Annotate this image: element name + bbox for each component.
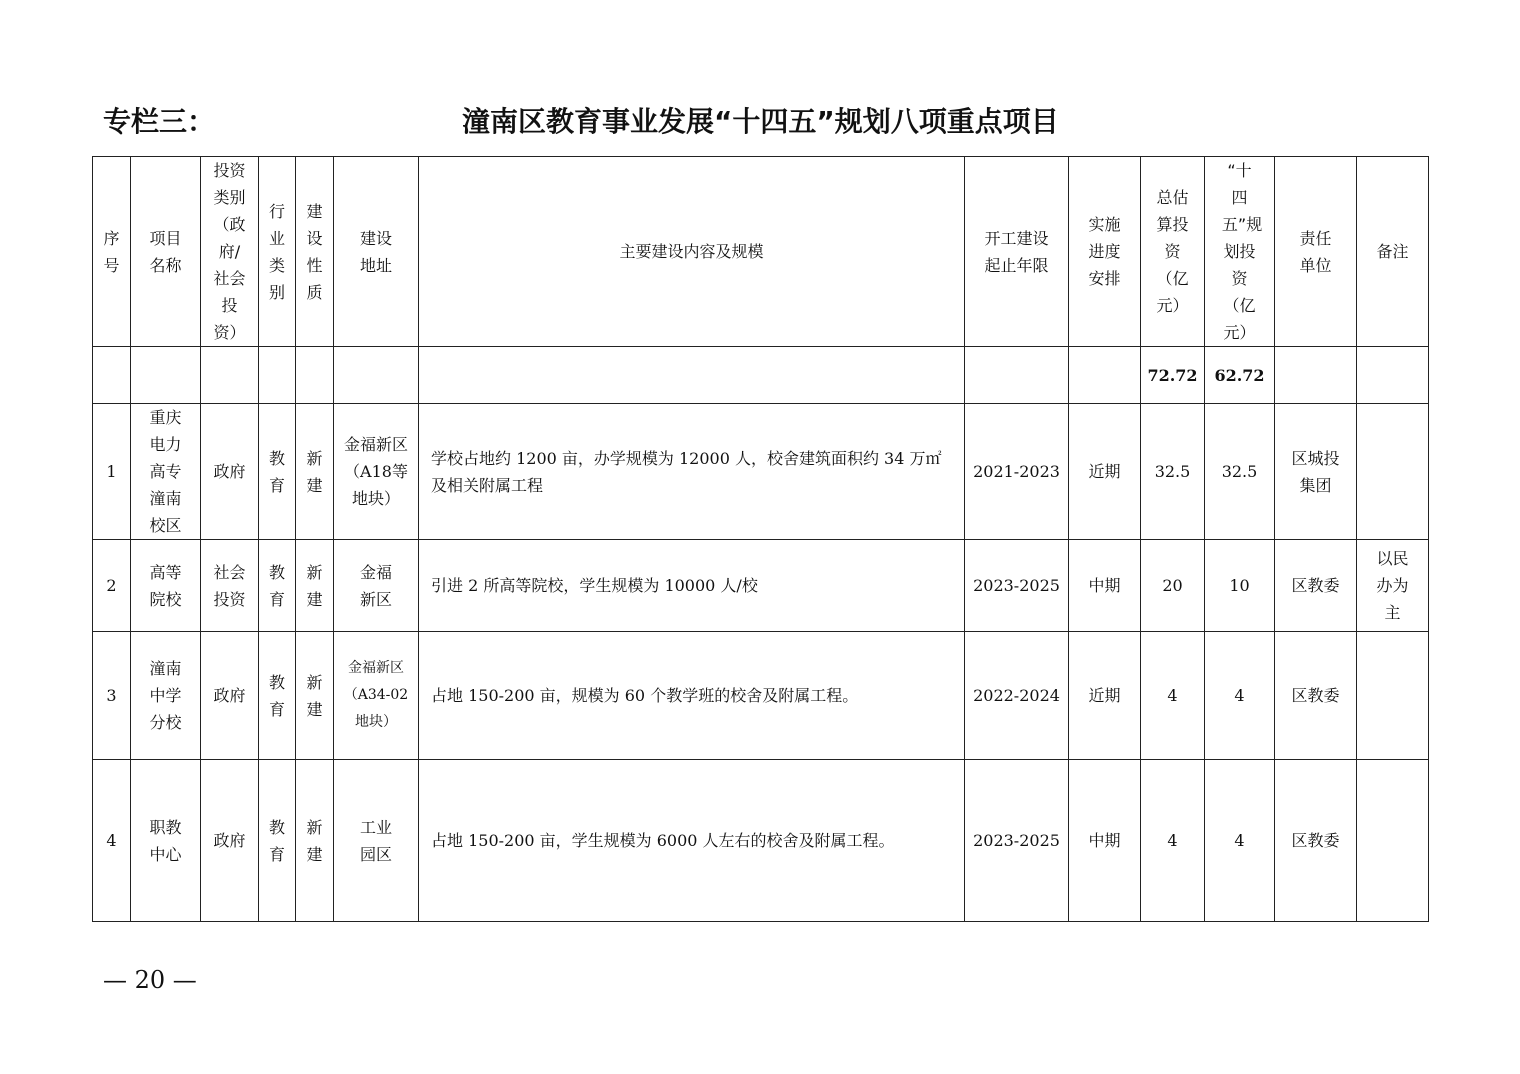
table-cell: 引进 2 所高等院校，学生规模为 10000 人/校 — [419, 540, 965, 632]
col-name — [131, 157, 201, 347]
table-cell: 金福新区（A18等地块） — [343, 435, 408, 508]
table-cell — [259, 347, 296, 404]
table-cell: 责任单位 — [1299, 228, 1332, 275]
table-cell: 32.5 — [1141, 404, 1205, 540]
table-cell: 重庆电力高专潼南校区 — [149, 408, 182, 535]
table-cell — [1357, 404, 1429, 540]
table-cell: 开工建设起止年限 — [984, 228, 1049, 275]
col-invest-type — [201, 157, 259, 347]
table-cell — [259, 540, 296, 632]
table-cell: 实施进度安排 — [1088, 215, 1121, 288]
table-cell: 总估算投资（亿元） — [1156, 188, 1189, 315]
table-cell: 新建 — [306, 448, 323, 495]
table-cell: 政府 — [213, 831, 246, 850]
table-cell — [1357, 347, 1429, 404]
table-cell: 近期 — [1069, 404, 1141, 540]
table-cell — [131, 347, 201, 404]
page-number: — 20 — — [103, 966, 197, 994]
table-cell: 2023-2025 — [965, 540, 1069, 632]
table-row — [93, 404, 1429, 540]
col-total — [1141, 157, 1205, 347]
table-cell — [201, 347, 259, 404]
table-cell — [965, 347, 1069, 404]
table-cell: 教育 — [268, 448, 285, 495]
table-cell — [296, 632, 334, 760]
col-content: 主要建设内容及规模 — [419, 157, 965, 347]
table-cell — [334, 540, 419, 632]
table-cell: 行业类别 — [268, 201, 285, 302]
header-row — [93, 157, 1429, 347]
table-cell: 2022-2024 — [965, 632, 1069, 760]
page-title: 潼南区教育事业发展“十四五”规划八项重点项目 — [462, 105, 1059, 138]
table-row — [93, 632, 1429, 760]
col-seq — [93, 157, 131, 347]
table-cell — [131, 760, 201, 922]
table-cell: 2 — [93, 540, 131, 632]
table-cell: 4 — [1205, 760, 1275, 922]
table-cell: 中期 — [1069, 760, 1141, 922]
table-cell — [259, 404, 296, 540]
table-cell: 投资类别（政府/社会投资） — [213, 161, 246, 342]
table-cell — [334, 404, 419, 540]
table-cell: 教育 — [268, 817, 285, 864]
table-cell — [1357, 760, 1429, 922]
table-cell: “十四五”规划投资（亿元） — [1221, 161, 1263, 342]
table-cell: 建设性质 — [306, 201, 323, 302]
table-cell — [1357, 540, 1429, 632]
total-row — [93, 347, 1429, 404]
table-cell: 4 — [1141, 632, 1205, 760]
table-cell: 新建 — [306, 672, 323, 719]
table-cell: 项目名称 — [149, 228, 182, 275]
table-cell: 金福新区 — [359, 562, 392, 609]
table-cell: 高等院校 — [149, 562, 182, 609]
col-industry — [259, 157, 296, 347]
table-cell: 潼南中学分校 — [149, 659, 182, 732]
table-cell: 20 — [1141, 540, 1205, 632]
col-unit — [1275, 157, 1357, 347]
table-cell — [296, 540, 334, 632]
table-cell: 3 — [93, 632, 131, 760]
table-cell — [93, 347, 131, 404]
table-cell — [131, 404, 201, 540]
table-cell: 金福新区（A34-02地块） — [343, 660, 409, 730]
col-schedule — [1069, 157, 1141, 347]
table-cell: 以民办为主 — [1376, 549, 1409, 622]
table-cell — [1275, 347, 1357, 404]
table-cell: 建设地址 — [359, 228, 392, 275]
table-row — [93, 540, 1429, 632]
table-cell: 区教委 — [1275, 760, 1357, 922]
total-investment: 72.72 — [1141, 347, 1205, 404]
table-cell: 教育 — [268, 672, 285, 719]
col-nature — [296, 157, 334, 347]
table-cell — [296, 347, 334, 404]
table-cell: 区城投集团 — [1291, 448, 1340, 495]
table-cell — [131, 632, 201, 760]
table-cell: 学校占地约 1200 亩，办学规模为 12000 人，校舍建筑面积约 34 万㎡及相关附属工程 — [419, 404, 965, 540]
table-cell: 32.5 — [1205, 404, 1275, 540]
table-cell — [131, 540, 201, 632]
table-cell — [419, 347, 965, 404]
table-cell — [334, 632, 419, 760]
table-cell: 区教委 — [1275, 632, 1357, 760]
table-cell: 近期 — [1069, 632, 1141, 760]
table-row — [93, 760, 1429, 922]
table-cell — [1357, 632, 1429, 760]
table-cell — [201, 404, 259, 540]
table-cell: 新建 — [306, 817, 323, 864]
table-cell — [334, 760, 419, 922]
table-cell — [296, 404, 334, 540]
table-cell: 政府 — [213, 686, 246, 705]
table-cell: 序号 — [103, 228, 120, 275]
table-cell: 2023-2025 — [965, 760, 1069, 922]
table-cell: 中期 — [1069, 540, 1141, 632]
table-cell: 占地 150-200 亩，学生规模为 6000 人左右的校舍及附属工程。 — [419, 760, 965, 922]
table-cell — [296, 760, 334, 922]
section-label: 专栏三： — [103, 105, 216, 138]
table-cell: 区教委 — [1275, 540, 1357, 632]
table-cell: 工业园区 — [359, 817, 392, 864]
table-cell — [201, 760, 259, 922]
table-cell — [1069, 347, 1141, 404]
col-plan — [1205, 157, 1275, 347]
table-cell: 新建 — [306, 562, 323, 609]
table-cell: 1 — [93, 404, 131, 540]
table-cell: 占地 150-200 亩，规模为 60 个教学班的校舍及附属工程。 — [419, 632, 965, 760]
table-cell — [259, 632, 296, 760]
table-cell: 职教中心 — [149, 817, 182, 864]
table-cell — [201, 540, 259, 632]
table-cell: 社会投资 — [213, 562, 246, 609]
col-period — [965, 157, 1069, 347]
table-cell: 政府 — [213, 462, 246, 481]
col-address — [334, 157, 419, 347]
table-cell: 4 — [1141, 760, 1205, 922]
table-cell: 4 — [1205, 632, 1275, 760]
table-cell: 4 — [93, 760, 131, 922]
total-plan-investment: 62.72 — [1205, 347, 1275, 404]
table-cell: 2021-2023 — [965, 404, 1069, 540]
col-note: 备注 — [1357, 157, 1429, 347]
table-cell: 10 — [1205, 540, 1275, 632]
table-cell: 教育 — [268, 562, 285, 609]
table-cell — [334, 347, 419, 404]
table-cell — [259, 760, 296, 922]
table-cell — [201, 632, 259, 760]
table-cell — [1275, 404, 1357, 540]
projects-table — [92, 156, 1429, 922]
